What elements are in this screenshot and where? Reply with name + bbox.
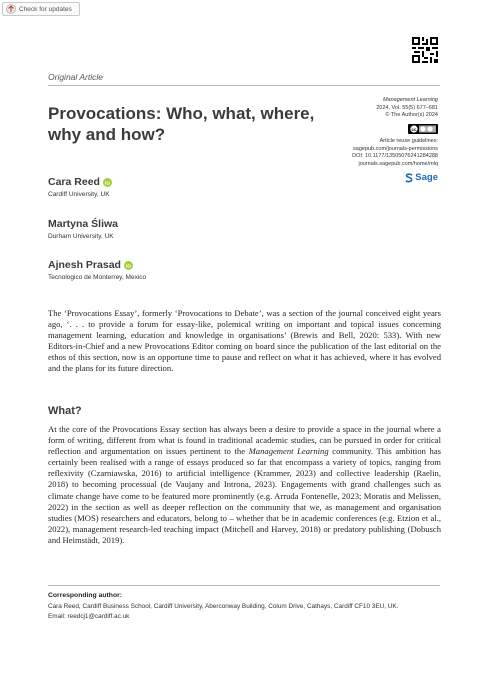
body-text: At the core of the Provocations Essay section has always been a desire to provide a space in the journal where a form of writing, different from what is found in traditional academic studies, can be pursued in order for critical reflection and argumentation on issues pertinent to the	[48, 424, 441, 457]
creative-commons-icon	[408, 124, 438, 134]
author-affiliation: Tecnologico de Monterrey, Mexico	[48, 274, 147, 281]
reuse-label: Article reuse guidelines:	[379, 138, 438, 144]
orcid-icon[interactable]	[124, 261, 133, 270]
body-text: community. This ambition has certainly been realised with a range of essays produced so far that encompass a variety of topics, ranging from reflexivity (Czarniawska, 2016) to artificial intelligence (Krammer, 2023) and collective leadership (Raelin, 2018) to becoming processual (de Vaujany and Introna, 2023). Engagements with grand challenges such as climate change have come to be featured more prominently (e.g. Arruda Fontenelle, 2023; Moratis and Melissen, 2022) in the section as well as deeper reflection on the community that we, as management and organisation studies (MOS) researchers and educators, belong to – whether that be in academic conferences (e.g. Etzion et al., 2022), management research-led teaching impact (Mitchell and Harvey, 2018) or predatory publishing (Dobusch and Heimstädt, 2019).	[48, 446, 441, 545]
author-name	[48, 259, 133, 271]
abstract-paragraph: The ‘Provocations Essay’, formerly ‘Provocations to Debate’, was a section of the journal conceived eight years ago, ‘. . . to provide a forum for essay-like, polemical writing on important and topical issues concerning management learning, education and knowledge in organisations’ (Brewis and Bell, 2020: 533). With new Editors-in-Chief and a new Provocations Editor coming on board since the publication of the last editorial on the ethos of this section, now is an opportune time to pause and reflect on what it has achieved, where it has evolved and the plans for its future direction.	[48, 308, 441, 374]
sage-label: Sage	[415, 172, 438, 183]
header-divider	[48, 85, 440, 86]
svg-text:iD: iD	[125, 263, 131, 269]
qr-code-icon	[412, 37, 438, 63]
permissions-link[interactable]: sagepub.com/journals-permissions	[353, 145, 438, 152]
journal-meta	[376, 97, 438, 120]
journal-name: Management Learning	[382, 97, 438, 103]
check-updates-icon	[6, 4, 16, 14]
orcid-icon[interactable]	[103, 178, 112, 187]
article-type: Original Article	[48, 72, 103, 82]
check-updates-label: Check for updates	[19, 5, 72, 13]
footer-divider	[48, 585, 440, 586]
corresponding-address: Cara Reed, Cardiff Business School, Cardiff University, Aberconway Building, Colum Drive, Cathays, Cardiff CF10 3EU, UK.	[48, 603, 399, 610]
author-affiliation: Durham University, UK	[48, 233, 114, 240]
journal-home-link[interactable]: journals.sagepub.com/home/mlq	[358, 160, 438, 167]
author-affiliation: Cardiff University, UK	[48, 191, 110, 198]
author-name-text: Ajnesh Prasad	[48, 259, 121, 271]
article-title: Provocations: Who, what, where, why and how?	[48, 104, 315, 144]
sage-s-icon	[405, 173, 413, 183]
check-for-updates-button[interactable]	[2, 2, 80, 16]
section-heading: What?	[48, 405, 82, 417]
journal-links	[352, 138, 438, 168]
doi-link[interactable]: DOI: 10.1177/13505076241284288	[352, 153, 438, 159]
author-name-text: Martyna Śliwa	[48, 218, 119, 230]
journal-name-italic: Management Learning	[248, 446, 329, 457]
author-name	[48, 218, 118, 230]
sage-logo	[405, 172, 438, 183]
author-name	[48, 176, 112, 188]
svg-text:cc: cc	[411, 126, 417, 132]
corresponding-author-details	[48, 602, 438, 621]
corresponding-author-label: Corresponding author:	[48, 592, 123, 599]
journal-citation: 2024, Vol. 55(5) 677–681	[376, 104, 438, 111]
author-name-text: Cara Reed	[48, 176, 100, 188]
body-paragraph	[48, 424, 441, 546]
journal-copyright: © The Author(s) 2024	[385, 112, 438, 118]
svg-text:iD: iD	[104, 180, 110, 186]
corresponding-email[interactable]: Email: reedcj1@cardiff.ac.uk	[48, 612, 130, 620]
